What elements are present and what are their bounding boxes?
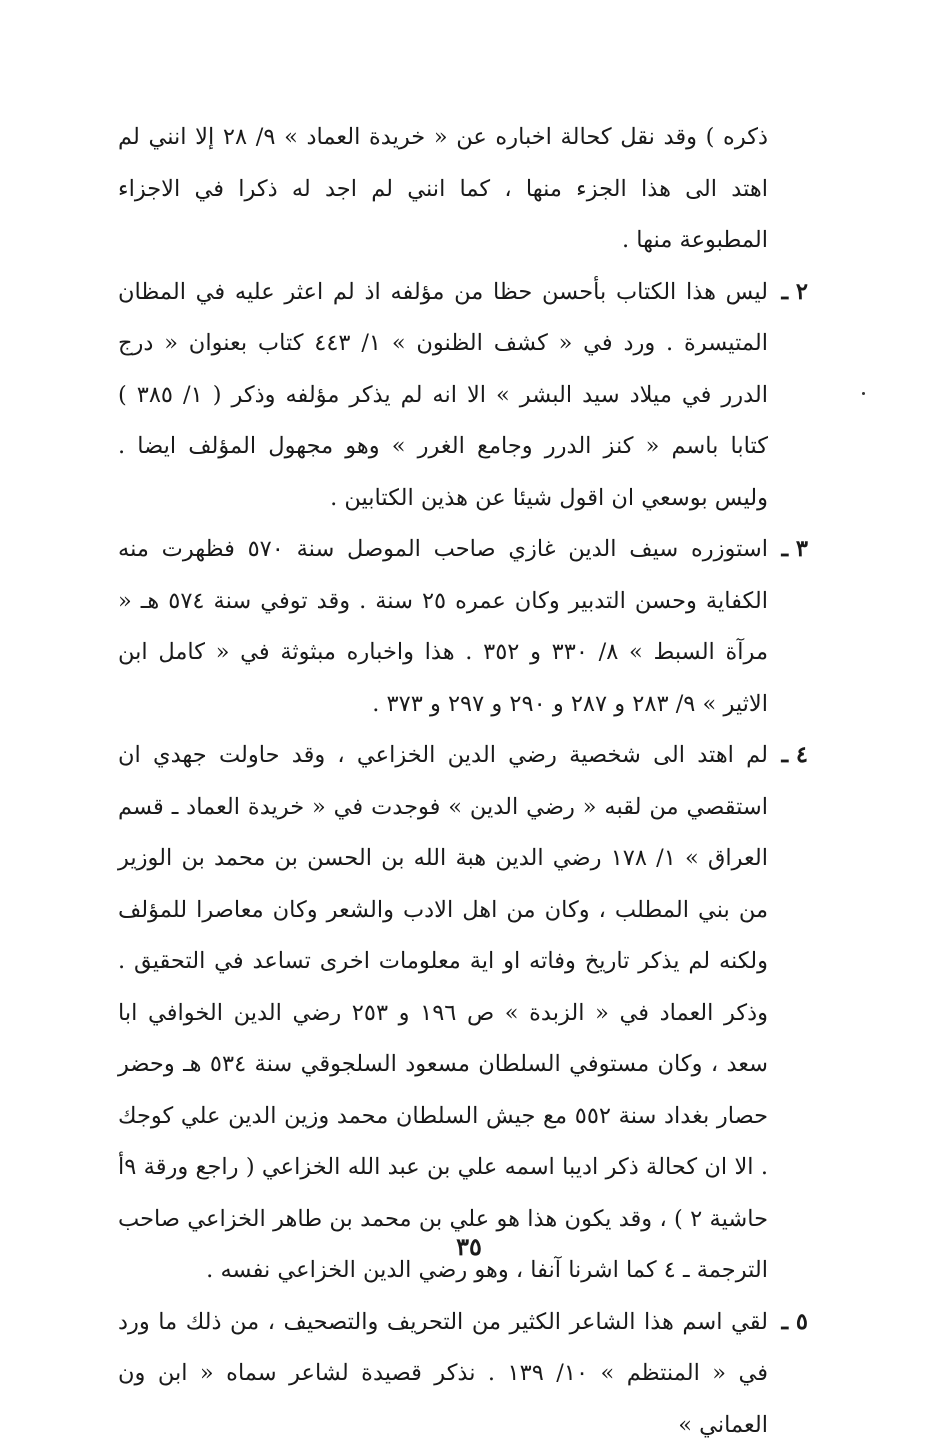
footnote-3 [118, 524, 808, 730]
footnote-4 [118, 730, 808, 1297]
footnote-5 [118, 1297, 808, 1451]
footnote-2 [118, 267, 808, 525]
footnote-continuation: ذكره ) وقد نقل كحالة اخباره عن « خريدة العماد » ٩/ ٢٨ إلا انني لم اهتد الى هذا الجزء منها ، كما انني لم اجد له ذكرا في الاجزاء المطبوعة منها . [118, 112, 808, 267]
footnote-number: ٢ ـ [781, 267, 808, 319]
page-number: ٣٥ [0, 1232, 938, 1261]
stray-mark [862, 392, 865, 395]
footnote-text: ليس هذا الكتاب بأحسن حظا من مؤلفه اذ لم اعثر عليه في المظان المتيسرة . ورد في « كشف الظنون » ١/ ٤٤٣ كتاب بعنوان « درج الدرر في ميلاد سيد البشر » الا انه لم يذكر مؤلفه وذكر ( ١/ ٣٨٥ ) كتابا باسم « كنز الدرر وجامع الغرر » وهو مجهول المؤلف ايضا . وليس بوسعي ان اقول شيئا عن هذين الكتابين . [118, 279, 768, 511]
footnote-text: استوزره سيف الدين غازي صاحب الموصل سنة ٥٧٠ فظهرت منه الكفاية وحسن التدبير وكان عمره ٢٥ سنة . وقد توفي سنة ٥٧٤ هـ « مرآة السبط » ٨/ ٣٣٠ و ٣٥٢ . هذا واخباره مبثوثة في « كامل ابن الاثير » ٩/ ٢٨٣ و ٢٨٧ و ٢٩٠ و ٢٩٧ و ٣٧٣ . [118, 536, 768, 717]
footnote-number: ٤ ـ [781, 730, 808, 782]
footnote-text: لقي اسم هذا الشاعر الكثير من التحريف والتصحيف ، من ذلك ما ورد في « المنتظم » ١٠/ ١٣٩ . نذكر قصيدة لشاعر سماه « ابن ون العماني » [118, 1309, 768, 1438]
footnote-text: لم اهتد الى شخصية رضي الدين الخزاعي ، وقد حاولت جهدي ان استقصي من لقبه « رضي الدين » فوجدت في « خريدة العماد ـ قسم العراق » ١/ ١٧٨ رضي الدين هبة الله بن الحسن بن محمد بن الوزير من بني المطلب ، وكان من اهل الادب والشعر وكان معاصرا للمؤلف ولكنه لم يذكر تاريخ وفاته او اية معلومات اخرى تساعد في التحقيق . وذكر العماد في « الزبدة » ص ١٩٦ و ٢٥٣ رضي الدين الخوافي ابا سعد ، وكان مستوفي السلطان مسعود السلجوقي سنة ٥٣٤ هـ وحضر حصار بغداد سنة ٥٥٢ مع جيش السلطان محمد وزين الدين علي كوجك . الا ان كحالة ذكر اديبا اسمه علي بن عبد الله الخزاعي ( راجع ورقة ٩أ حاشية ٢ ) ، وقد يكون هذا هو علي بن محمد بن طاهر الخزاعي صاحب الترجمة ـ ٤ كما اشرنا آنفا ، وهو رضي الدين الخزاعي نفسه . [118, 742, 768, 1283]
footnote-number: ٣ ـ [781, 524, 808, 576]
footnote-number: ٥ ـ [781, 1297, 808, 1349]
